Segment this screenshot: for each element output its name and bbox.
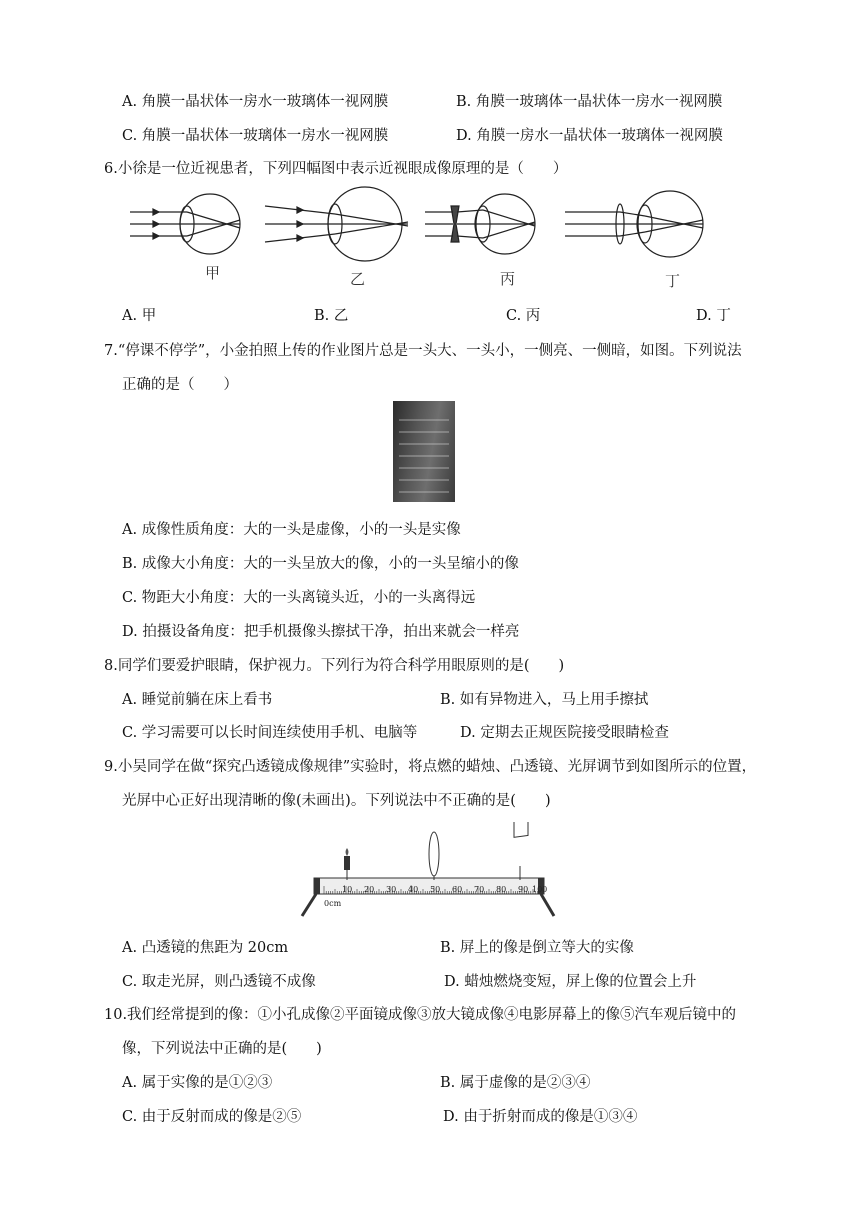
q8-option-c: C. 学习需要可以长时间连续使用手机、电脑等 (122, 725, 418, 741)
ruler-tick: 50 (430, 885, 441, 894)
q5-option-b: B. 角膜一玻璃体一晶状体一房水一视网膜 (456, 94, 723, 110)
ruler-tick: 90 (518, 885, 529, 894)
q9-stem-line1: 9.小吴同学在做“探究凸透镜成像规律”实验时，将点燃的蜡烛、凸透镜、光屏调节到如图所示的位置， (104, 759, 757, 775)
q5-option-d: D. 角膜一房水一晶状体一玻璃体一视网膜 (456, 128, 723, 144)
q6-option-c: C. 丙 (506, 308, 541, 324)
q7-stem-line2: 正确的是（ ） (122, 377, 238, 393)
eye-label-bing: 丙 (500, 270, 516, 288)
q8-option-d: D. 定期去正规医院接受眼睛检查 (460, 725, 669, 741)
q6-option-b: B. 乙 (314, 308, 349, 324)
q8-option-a: A. 睡觉前躺在床上看书 (122, 692, 273, 708)
q7-option-a: A. 成像性质角度：大的一头是虚像，小的一头是实像 (122, 522, 461, 538)
q7-option-d: D. 拍摄设备角度：把手机摄像头擦拭干净，拍出来就会一样亮 (122, 624, 520, 640)
q9-option-a: A. 凸透镜的焦距为 20cm (122, 940, 289, 956)
eye-diagram-yi (265, 187, 408, 261)
ruler-tick: 60 (452, 885, 463, 894)
q10-option-c: C. 由于反射而成的像是②⑤ (122, 1109, 302, 1125)
ruler-tick: 80 (496, 885, 507, 894)
candle-icon (344, 856, 350, 870)
q6-option-d: D. 丁 (696, 308, 731, 324)
convex-lens-icon (429, 832, 439, 876)
q8-stem: 8.同学们要爱护眼睛，保护视力。下列行为符合科学用眼原则的是( ) (104, 658, 565, 674)
q5-option-c: C. 角膜一晶状体一玻璃体一房水一视网膜 (122, 128, 389, 144)
ruler-tick: 100 (532, 885, 548, 894)
q9-option-b: B. 屏上的像是倒立等大的实像 (440, 940, 634, 956)
q10-stem-line2: 像，下列说法中正确的是( ) (122, 1041, 322, 1057)
ruler-tick: 30 (386, 885, 397, 894)
ruler-tick: 70 (474, 885, 485, 894)
q10-option-b: B. 属于虚像的是②③④ (440, 1075, 591, 1091)
eye-diagram-bing (425, 194, 535, 254)
light-screen-icon (514, 822, 528, 837)
q6-option-a: A. 甲 (122, 308, 157, 324)
q7-option-b: B. 成像大小角度：大的一头呈放大的像，小的一头呈缩小的像 (122, 556, 519, 572)
eye-label-ding: 丁 (665, 272, 681, 290)
optical-bench-figure (296, 822, 556, 918)
eye-diagram-jia (130, 194, 240, 254)
ruler-tick: 40 (408, 885, 419, 894)
q7-option-c: C. 物距大小角度：大的一头离镜头近，小的一头离得远 (122, 590, 476, 606)
q10-option-d: D. 由于折射而成的像是①③④ (443, 1109, 638, 1125)
ruler-unit-label: 0cm (324, 899, 342, 908)
ruler-tick: 20 (364, 885, 375, 894)
eye-diagram-ding (565, 191, 703, 257)
homework-photo (393, 401, 455, 502)
eye-label-jia: 甲 (205, 264, 221, 282)
q7-stem-line1: 7.“停课不停学”，小金拍照上传的作业图片总是一头大、一头小，一侧亮、一侧暗，如图。下列说法 (104, 343, 742, 359)
eye-label-yi: 乙 (350, 270, 366, 288)
q9-option-c: C. 取走光屏，则凸透镜不成像 (122, 974, 316, 990)
q5-option-a: A. 角膜一晶状体一房水一玻璃体一视网膜 (122, 94, 389, 110)
eye-diagrams-figure (125, 186, 725, 290)
q9-stem-line2: 光屏中心正好出现清晰的像(未画出)。下列说法中不正确的是( ) (122, 793, 551, 809)
q6-stem: 6.小徐是一位近视患者，下列四幅图中表示近视眼成像原理的是（ ） (104, 161, 568, 177)
q9-option-d: D. 蜡烛燃烧变短，屏上像的位置会上升 (444, 974, 697, 990)
q8-option-b: B. 如有异物进入，马上用手擦拭 (440, 692, 649, 708)
ruler-tick: 10 (342, 885, 353, 894)
q10-stem-line1: 10.我们经常提到的像：①小孔成像②平面镜成像③放大镜成像④电影屏幕上的像⑤汽车观后镜中的 (104, 1007, 737, 1023)
q10-option-a: A. 属于实像的是①②③ (122, 1075, 273, 1091)
